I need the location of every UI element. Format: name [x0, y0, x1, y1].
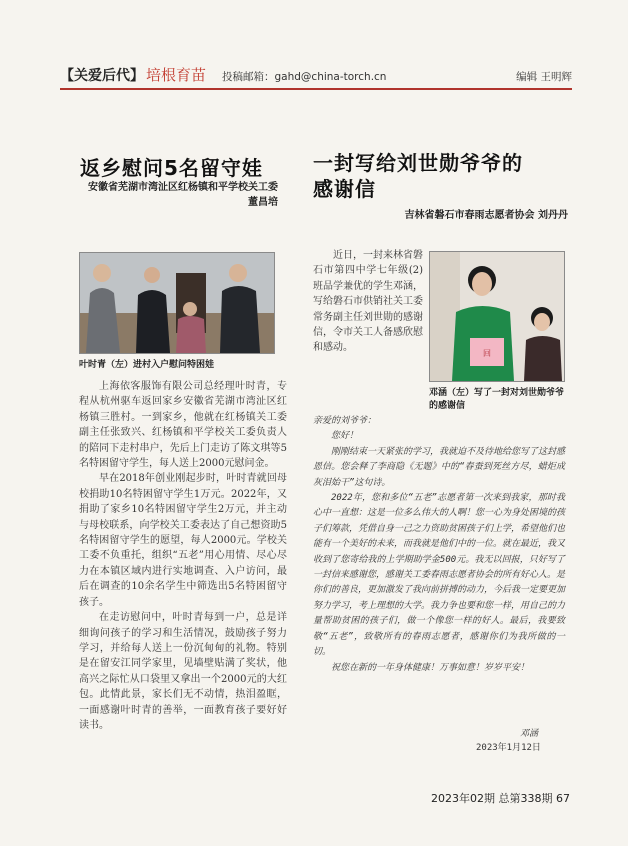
article1-paragraph: 上海依客服饰有限公司总经理叶时青，专程从杭州驱车返回家乡安徽省芜湖市湾沚区红杨镇三胜村。一到家乡，他就在红杨镇关工委副主任张致兴、红杨镇和平学校关工委负责人的陪同下走村串户，先后上门走访了陈文琪等5名特困留守学生，每人送上2000元慰问金。 — [79, 381, 287, 470]
article1-body — [79, 379, 287, 733]
article2-intro — [313, 248, 423, 356]
article1-paragraph: 早在2018年创业刚起步时，叶时青就回母校捐助10名特困留守学生1万元。2022年，又捐助了家乡10名特困留守学生2万元，并主动与母校联系，向学校关工委表达了自己想资助5名特困留守学生的愿望，每人2000元。学校关工委不负重托，组织“五老”用心用情、尽心尽力在本镇区域内进行实地调查、入户访问，最后在调查的10余名学生中筛选出5名特困留守孩子。 — [79, 473, 287, 608]
article2-title-line1: 一封写给刘世勋爷爷的 — [313, 151, 523, 175]
column-title — [60, 64, 206, 85]
letter-paragraph: 您好！ — [331, 431, 359, 442]
article1-photo-caption: 叶时青（左）进村入户慰问特困娃 — [79, 360, 215, 370]
article2-photo-caption: 邓涵（左）写了一封对刘世勋爷爷的感谢信 — [429, 388, 565, 411]
letter-paragraph: 刚刚结束一天紧张的学习，我就迫不及待地给您写了这封感恩信。您会释了李商隐《无题》中的“春蚕到死丝方尽，蜡炬成灰泪始干”这句诗。 — [313, 446, 566, 488]
article1-photo-illustration — [80, 253, 274, 353]
column-subtitle: 培根育苗 — [146, 66, 207, 84]
article2-byline: 吉林省磐石市春雨志愿者协会 刘丹丹 — [404, 210, 568, 221]
article2-intro-text: 近日，一封来林省磐石市第四中学七年级(2)班品学兼优的学生邓涵，写给磐石市供销社关工委常务副主任刘世勋的感谢信，令市关工人备感欣慰和感动。 — [313, 250, 423, 354]
issue-footer: 2023年02期 总第338期 67 — [431, 792, 570, 805]
column-name: 【关爱后代】 — [60, 68, 144, 84]
article2-title — [313, 150, 523, 202]
letter-greeting: 亲爱的刘爷爷： — [313, 416, 377, 426]
editor-credit: 编辑 王明辉 — [516, 71, 572, 83]
letter-paragraph: 2022年，您和多位“五老”志愿者第一次来到我家，那时我心中一直想：这是一位多么伟大的人啊！您一心为身处困境的孩子们筹款，凭借自身一己之力资助贫困孩子们上学，希望他们也能有一个美好的未来，而我就是他们中的一位。就在最近，我又收到了您寄给我的上学期助学金500元。我无以回报，只好写了一封信来感谢您，感谢关工委春雨志愿者协会的所有好心人。是你们的善良，更加激发了我向前拼搏的动力，今后我一定要更加努力学习，考上理想的大学。我力争也要和您一样，用自己的力量帮助贫困的孩子们，做一个像您一样的好人。最后，我要致敬“五老”，致敬所有的春雨志愿者，感谢你们为我所做的一切。 — [313, 493, 566, 658]
article2-photo-illustration — [430, 252, 564, 381]
article1-paragraph: 在走访慰问中，叶时青每到一户，总是详细询问孩子的学习和生活情况，鼓励孩子努力学习，并给每人送上一份沉甸甸的礼物。特别是在留安江同学家里，见墙壁贴满了奖状，他高兴之际忙从口袋里又拿出一个2000元的大红包。此情此景，家长们无不动情，热泪盈眶，一面感谢叶时青的善举，一面教育孩子要好好读书。 — [79, 612, 287, 731]
letter-date: 2023年1月12日 — [476, 743, 541, 753]
letter-card-text: 回 — [483, 349, 491, 358]
page-header — [60, 64, 572, 90]
article1-byline — [80, 180, 278, 210]
submission-email: 投稿邮箱：gahd@china-torch.cn — [222, 71, 387, 83]
article1-photo — [79, 252, 275, 354]
article1-byline-org: 安徽省芜湖市湾沚区红杨镇和平学校关工委 — [88, 182, 278, 193]
thank-you-letter — [313, 414, 565, 676]
letter-paragraph: 祝您在新的一年身体健康！万事如意！岁岁平安！ — [331, 662, 530, 673]
letter-signature: 邓涵 — [520, 729, 539, 739]
article1-byline-author: 董昌培 — [248, 197, 278, 208]
article2-photo — [429, 251, 565, 382]
article1-title: 返乡慰问5名留守娃 — [80, 156, 263, 180]
article2-title-line2: 感谢信 — [313, 177, 376, 201]
